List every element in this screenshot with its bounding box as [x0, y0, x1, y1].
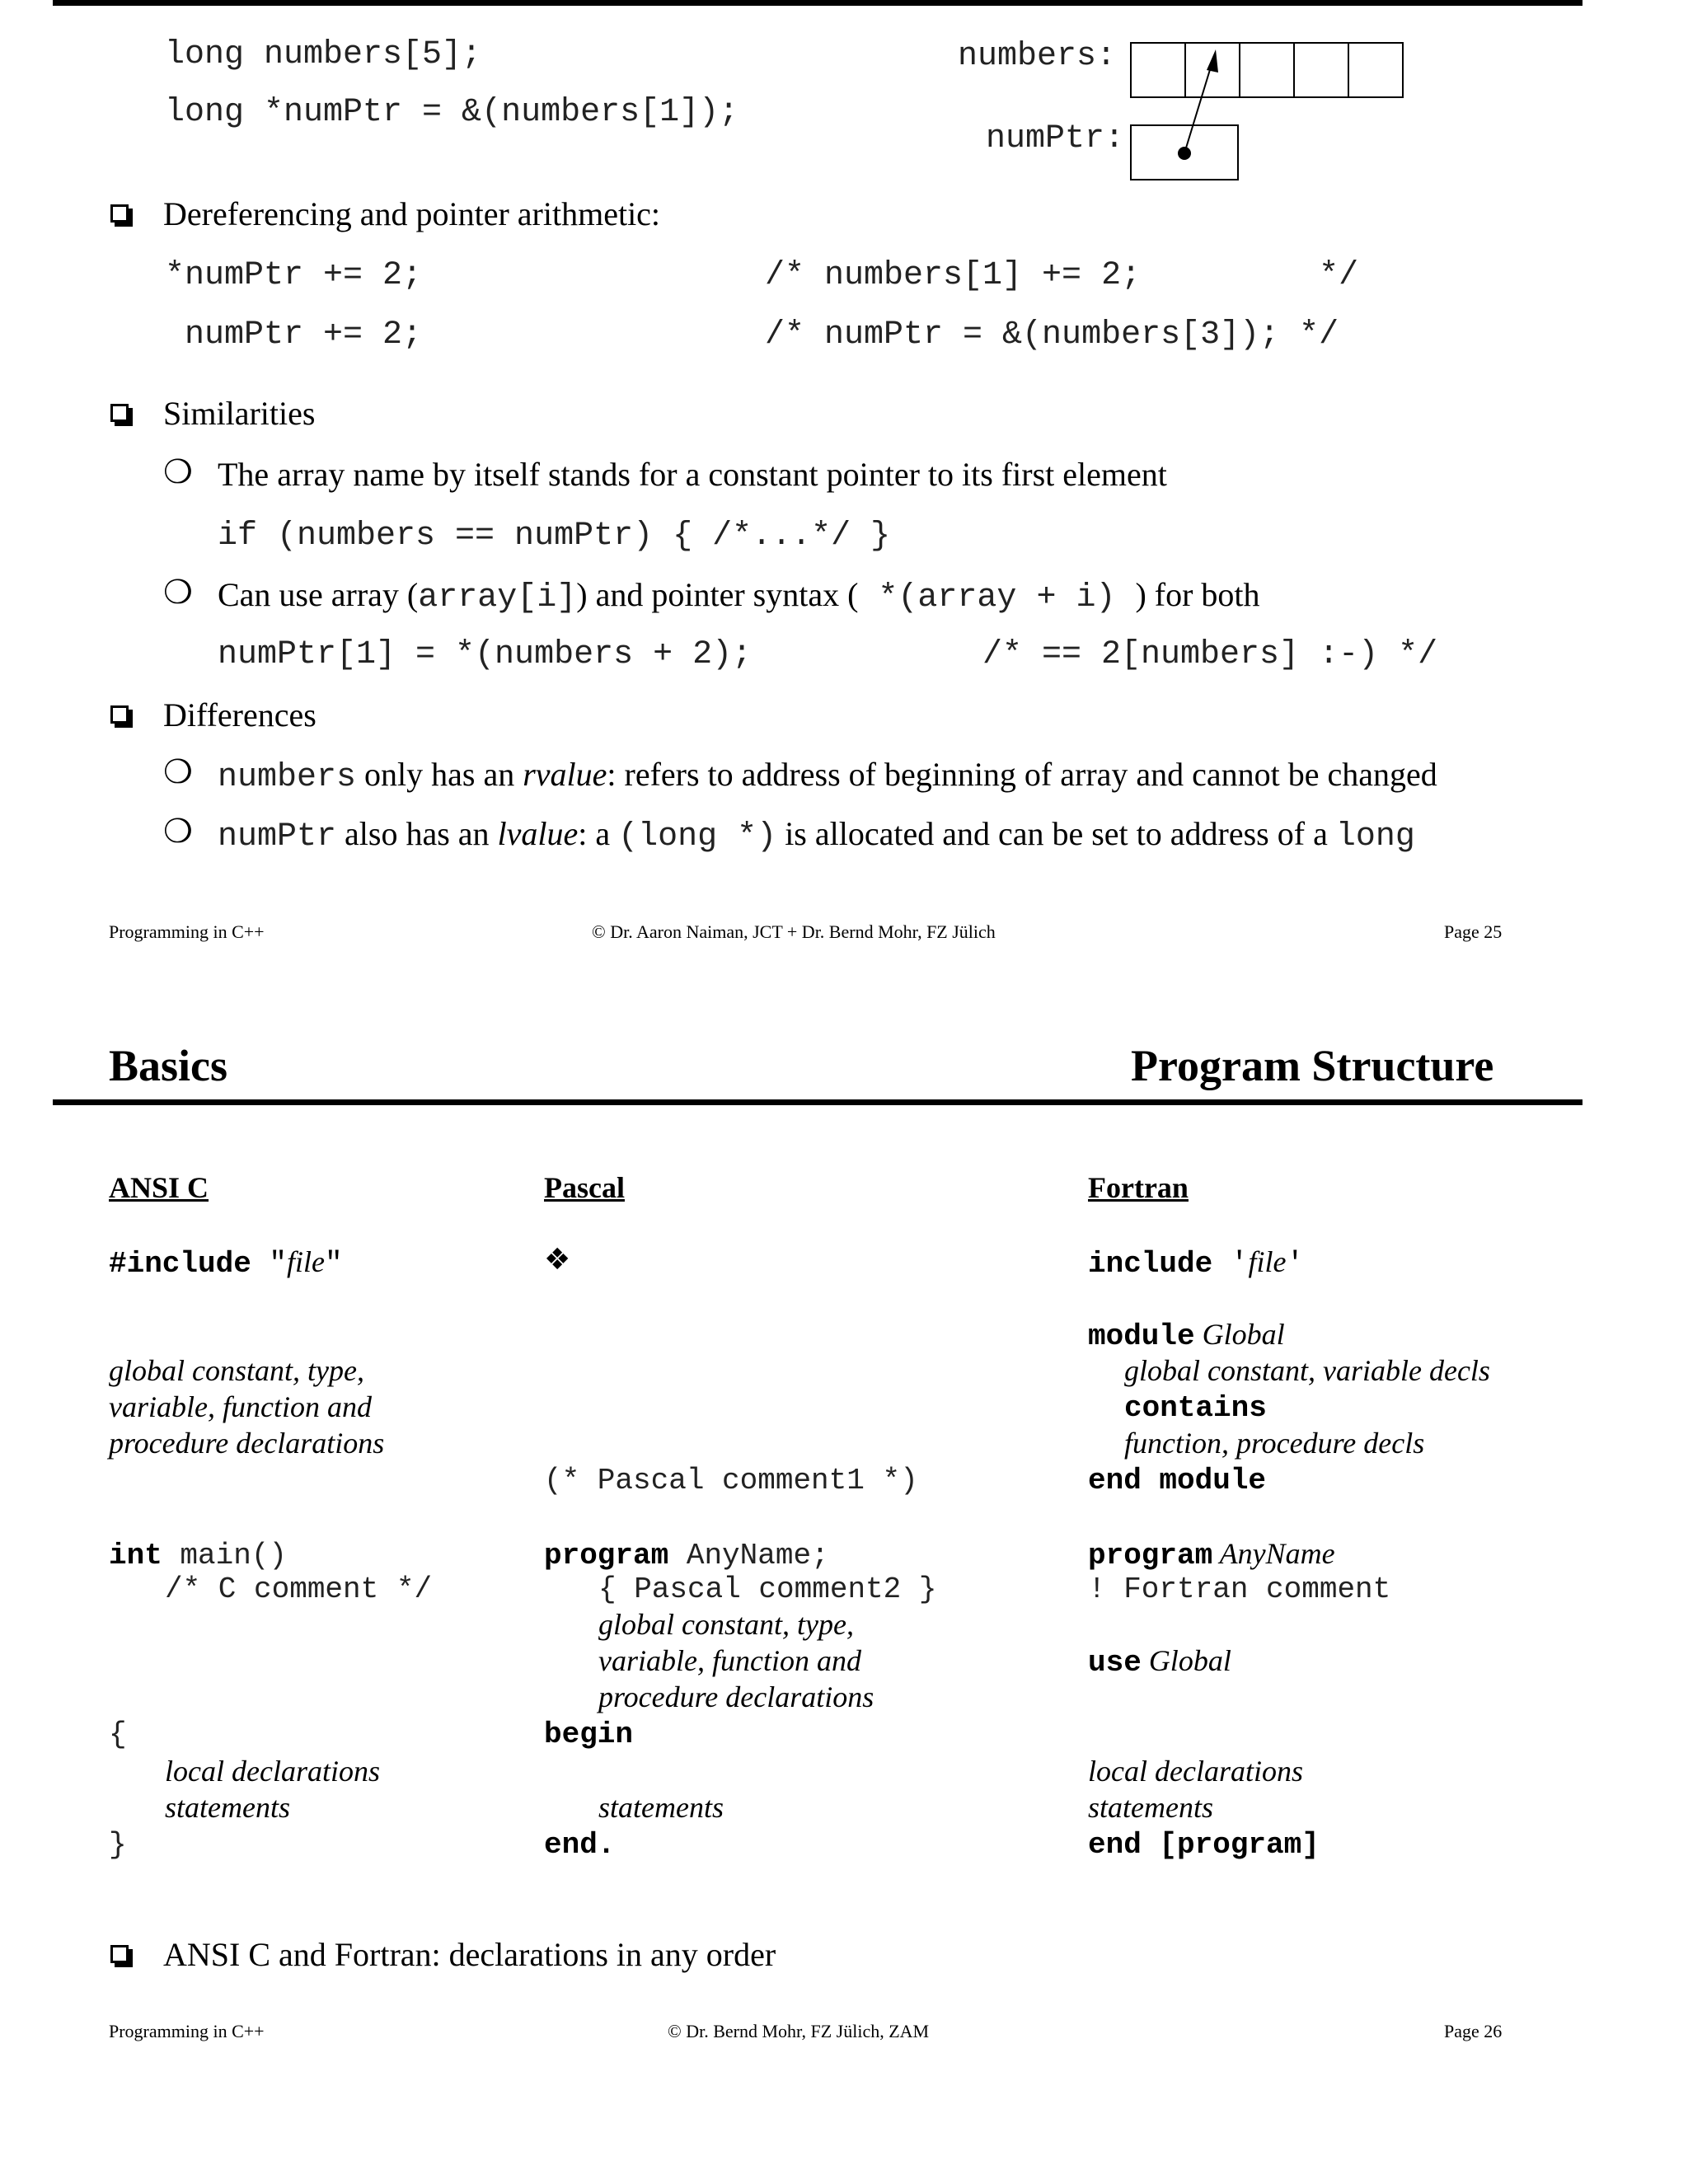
- pascal-begin-keyword: begin: [544, 1718, 634, 1751]
- code-decl-line2: long *numPtr = &(numbers[1]);: [165, 94, 739, 131]
- square-bullet-icon: [110, 404, 129, 422]
- pascal-global-decl-line1: global constant, type,: [598, 1608, 854, 1641]
- difference-1-text: [218, 755, 1437, 796]
- fortran-program-name: AnyName: [1212, 1537, 1335, 1570]
- difference-1-code: numbers: [218, 759, 357, 796]
- fortran-program: [1088, 1536, 1335, 1572]
- fortran-use: [1088, 1643, 1231, 1680]
- c-local-declarations: local declarations: [165, 1755, 380, 1788]
- difference-1-rvalue: rvalue: [523, 756, 607, 793]
- c-include: [109, 1244, 343, 1281]
- diagram-numbers-label: numbers:: [958, 38, 1117, 75]
- difference-2-code: numPtr: [218, 818, 337, 855]
- fortran-use-keyword: use: [1088, 1646, 1142, 1680]
- similarity-2-code-pointer: *(array + i): [858, 579, 1136, 616]
- code-similarity-1: if (numbers == numPtr) { /*...*/ }: [218, 518, 891, 555]
- c-include-quote-close: ": [325, 1247, 343, 1281]
- pointer-arrowhead: [1207, 49, 1218, 73]
- c-include-keyword: #include: [109, 1247, 251, 1281]
- declarations-order-note: ANSI C and Fortran: declarations in any order: [163, 1936, 776, 1973]
- array-cell-0: [1131, 43, 1185, 97]
- pascal-end-keyword: end.: [544, 1828, 616, 1862]
- c-main-function: main(): [162, 1539, 288, 1572]
- similarity-2-part-b: ) and pointer syntax (: [576, 576, 859, 613]
- fortran-end-program: end [program]: [1088, 1828, 1320, 1862]
- fortran-global-decls: global constant, variable decls: [1124, 1354, 1490, 1387]
- footer-center-page25: © Dr. Aaron Naiman, JCT + Dr. Bernd Mohr, FZ Jülich: [592, 921, 996, 942]
- footer-left-page25: Programming in C++: [109, 921, 265, 942]
- pointer-arrow-line: [1184, 64, 1212, 153]
- fortran-end-module: end module: [1088, 1464, 1267, 1497]
- fortran-include-quote-close: ': [1286, 1247, 1305, 1281]
- pascal-program-keyword: program: [544, 1539, 669, 1572]
- fortran-local-declarations: local declarations: [1088, 1755, 1303, 1788]
- pascal-comment2: { Pascal comment2 }: [598, 1572, 937, 1606]
- bullet-similarities-heading: Similarities: [163, 395, 316, 432]
- footer-right-page26: Page 26: [1444, 2021, 1503, 2041]
- c-statements: statements: [165, 1791, 290, 1824]
- footer-center-page26: © Dr. Bernd Mohr, FZ Jülich, ZAM: [668, 2021, 930, 2041]
- pascal-program-name: AnyName;: [668, 1539, 829, 1572]
- difference-2-code-long-ptr: (long *): [618, 818, 777, 855]
- code-deref-1: *numPtr += 2;: [165, 257, 423, 294]
- code-similarity-2: numPtr[1] = *(numbers + 2);: [218, 636, 753, 673]
- array-cell-4: [1348, 43, 1403, 97]
- difference-2-text: [218, 814, 1415, 855]
- code-deref-2: numPtr += 2;: [165, 316, 423, 354]
- similarity-1-text: The array name by itself stands for a constant pointer to its first element: [218, 456, 1167, 493]
- fortran-include-file: file: [1248, 1245, 1287, 1278]
- difference-2-part-b: : a: [578, 815, 619, 852]
- circle-bullet-icon: ❍: [163, 813, 193, 851]
- fortran-include-quote-open: ': [1212, 1247, 1249, 1281]
- c-include-quote-open: ": [251, 1247, 288, 1281]
- title-rule: [53, 1099, 1582, 1105]
- difference-1-part-b: : refers to address of beginning of array and cannot be changed: [607, 756, 1437, 793]
- pascal-global-decl-line2: variable, function and: [598, 1644, 861, 1677]
- fortran-module: [1088, 1317, 1285, 1353]
- fortran-module-name: Global: [1194, 1318, 1285, 1351]
- pascal-program: [544, 1536, 829, 1572]
- circle-bullet-icon: ❍: [163, 453, 193, 491]
- c-comment: /* C comment */: [165, 1572, 433, 1606]
- code-similarity-2-comment: /* == 2[numbers] :-) */: [982, 636, 1438, 673]
- fortran-function-decls: function, procedure decls: [1124, 1427, 1425, 1460]
- column-header-pascal: Pascal: [544, 1171, 625, 1204]
- pointer-dot: [1178, 147, 1191, 160]
- c-main: [109, 1536, 287, 1572]
- difference-2-lvalue: lvalue: [497, 815, 579, 852]
- fortran-module-keyword: module: [1088, 1319, 1195, 1353]
- fortran-include: [1088, 1244, 1304, 1281]
- square-bullet-icon: [110, 204, 129, 223]
- pointer-diagram: [1129, 40, 1409, 188]
- circle-bullet-icon: ❍: [163, 574, 193, 612]
- difference-2-part-c: is allocated and can be set to address of a: [776, 815, 1336, 852]
- code-decl-line1: long numbers[5];: [165, 36, 482, 73]
- difference-2-code-long: long: [1335, 818, 1415, 855]
- fortran-include-keyword: include: [1088, 1247, 1213, 1281]
- fortran-use-name: Global: [1141, 1644, 1231, 1677]
- difference-2-part-a: also has an: [336, 815, 498, 852]
- column-header-fortran: Fortran: [1088, 1171, 1189, 1204]
- circle-bullet-icon: ❍: [163, 753, 193, 791]
- pascal-global-decl-line3: procedure declarations: [598, 1680, 874, 1713]
- c-global-decl-line3: procedure declarations: [109, 1427, 385, 1460]
- code-deref-comment-1: /* numbers[1] += 2; */: [765, 257, 1359, 294]
- pascal-comment1: (* Pascal comment1 *): [544, 1464, 918, 1497]
- similarity-2-part-c: ) for both: [1135, 576, 1260, 613]
- pascal-no-include-icon: ❖: [544, 1243, 571, 1277]
- column-header-ansi-c: ANSI C: [109, 1171, 209, 1204]
- c-global-decl-line1: global constant, type,: [109, 1354, 364, 1387]
- code-deref-comment-2: /* numPtr = &(numbers[3]); */: [765, 316, 1339, 354]
- array-cell-3: [1294, 43, 1348, 97]
- bullet-deref-heading: Dereferencing and pointer arithmetic:: [163, 195, 661, 232]
- c-global-decl-line2: variable, function and: [109, 1390, 372, 1423]
- square-bullet-icon: [110, 1945, 129, 1963]
- page-title-basics: Basics: [109, 1041, 228, 1090]
- c-close-brace: }: [109, 1828, 127, 1862]
- fortran-program-keyword: program: [1088, 1539, 1213, 1572]
- page-title-program-structure: Program Structure: [1131, 1041, 1494, 1090]
- array-cell-2: [1240, 43, 1294, 97]
- similarity-2-code-array: array[i]: [418, 579, 577, 616]
- fortran-comment: ! Fortran comment: [1088, 1572, 1391, 1606]
- top-rule: [53, 0, 1582, 6]
- similarity-2-text: [218, 575, 1260, 616]
- fortran-contains-keyword: contains: [1124, 1391, 1267, 1425]
- difference-1-part-a: only has an: [356, 756, 523, 793]
- square-bullet-icon: [110, 705, 129, 724]
- pascal-statements: statements: [598, 1791, 724, 1824]
- footer-left-page26: Programming in C++: [109, 2021, 265, 2041]
- similarity-2-part-a: Can use array (: [218, 576, 419, 613]
- c-int-keyword: int: [109, 1539, 162, 1572]
- bullet-differences-heading: Differences: [163, 696, 316, 733]
- fortran-statements: statements: [1088, 1791, 1213, 1824]
- c-open-brace: {: [109, 1718, 127, 1751]
- diagram-numptr-label: numPtr:: [986, 120, 1125, 157]
- c-include-file: file: [287, 1245, 326, 1278]
- footer-right-page25: Page 25: [1444, 921, 1503, 942]
